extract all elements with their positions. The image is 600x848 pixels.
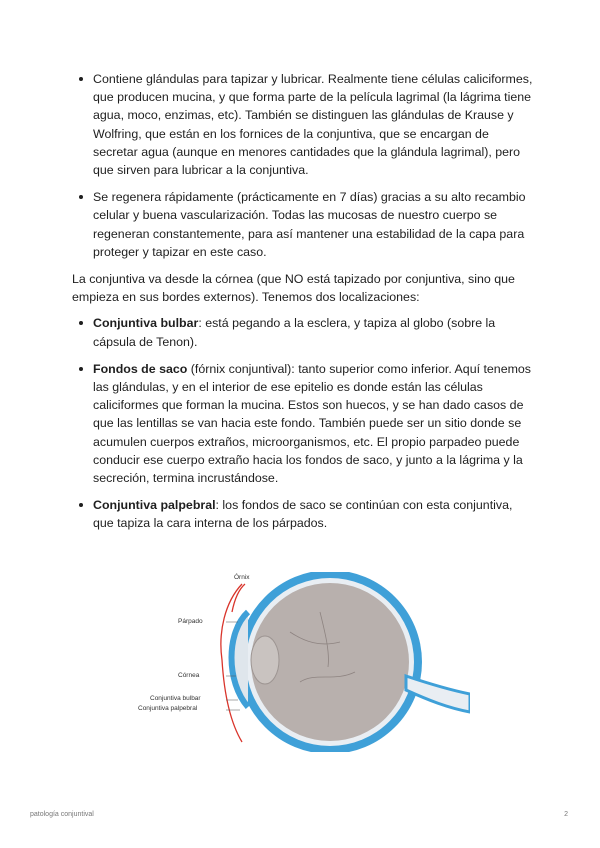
lens (251, 636, 279, 684)
top-bullet-list (75, 70, 535, 261)
footer-page-number: 2 (564, 811, 568, 818)
term-bulbar: Conjuntiva bulbar (93, 316, 199, 331)
label-fornix: Órnix (234, 574, 250, 581)
eye-diagram (130, 572, 470, 752)
definition-bulbar: : está pegando a la esclera, y tapiza al globo (sobre la cápsula de Tenon). (93, 316, 496, 349)
list-item (75, 314, 535, 350)
definition-fornix: (fórnix conjuntival): tanto superior como inferior. Aquí tenemos las glándulas, y en el interior de ese epitelio es donde están las células caliciformes que forman la mucina. Estos son huecos, y se han dado casos de que las lentillas se van hacia este fondo. También puede ser un sitio donde se acumulen cuerpos extraños, microorganismos, etc. El propio parpadeo puede conducir ese cuerpo extraño hacia los fondos de saco, y junto a la lágrima y la secreción, termina incrustándose. (93, 361, 531, 486)
definition-palpebral: : los fondos de saco se continúan con esta conjuntiva, que tapiza la cara interna de los párpados. (93, 498, 513, 531)
bullet-icon (79, 321, 83, 325)
label-eyelid: Párpado (178, 618, 203, 625)
bullet-icon (79, 503, 83, 507)
optic-nerve (406, 676, 470, 712)
term-fornix: Fondos de saco (93, 361, 188, 376)
list-item (75, 360, 535, 487)
label-cornea: Córnea (178, 672, 200, 679)
footer-document-title: patología conjuntival (30, 811, 94, 818)
list-item (75, 188, 535, 261)
bullet-icon (79, 367, 83, 371)
list-item (75, 70, 535, 179)
intro-paragraph: La conjuntiva va desde la córnea (que NO está tapizado por conjuntiva, sino que empieza en sus bordes externos). Tenemos dos localizaciones: (72, 272, 515, 305)
bullet-icon (79, 195, 83, 199)
label-bulbar: Conjuntiva bulbar (150, 695, 201, 702)
eye-cross-section-illustration (130, 572, 470, 752)
term-palpebral: Conjuntiva palpebral (93, 498, 216, 513)
list-item-text: Contiene glándulas para tapizar y lubricar. Realmente tiene células caliciformes, que producen mucina, y que forma parte de la película lagrimal (la lágrima tiene agua, moco, enzimas, etc). También se distinguen las glándulas de Krause y Wolfring, que están en los fornices de la conjuntiva, que se encargan de secretar agua (aunque en menores cantidades que la glándula lagrimal), pero que sirven para lubricar a la conjuntiva. (93, 72, 533, 178)
cornea-bulge (232, 612, 249, 707)
locations-list (75, 314, 535, 532)
list-item-text: Se regenera rápidamente (prácticamente en 7 días) gracias a su alto recambio celular y buena vascularización. Todas las mucosas de nuestro cuerpo se regeneran constantemente, para así mantener una estabilidad de la capa para proteger y tapizar en este caso. (93, 190, 526, 259)
bullet-icon (79, 77, 83, 81)
label-palpebral: Conjuntiva palpebral (138, 705, 198, 712)
list-item (75, 496, 535, 532)
page-content (72, 70, 535, 542)
